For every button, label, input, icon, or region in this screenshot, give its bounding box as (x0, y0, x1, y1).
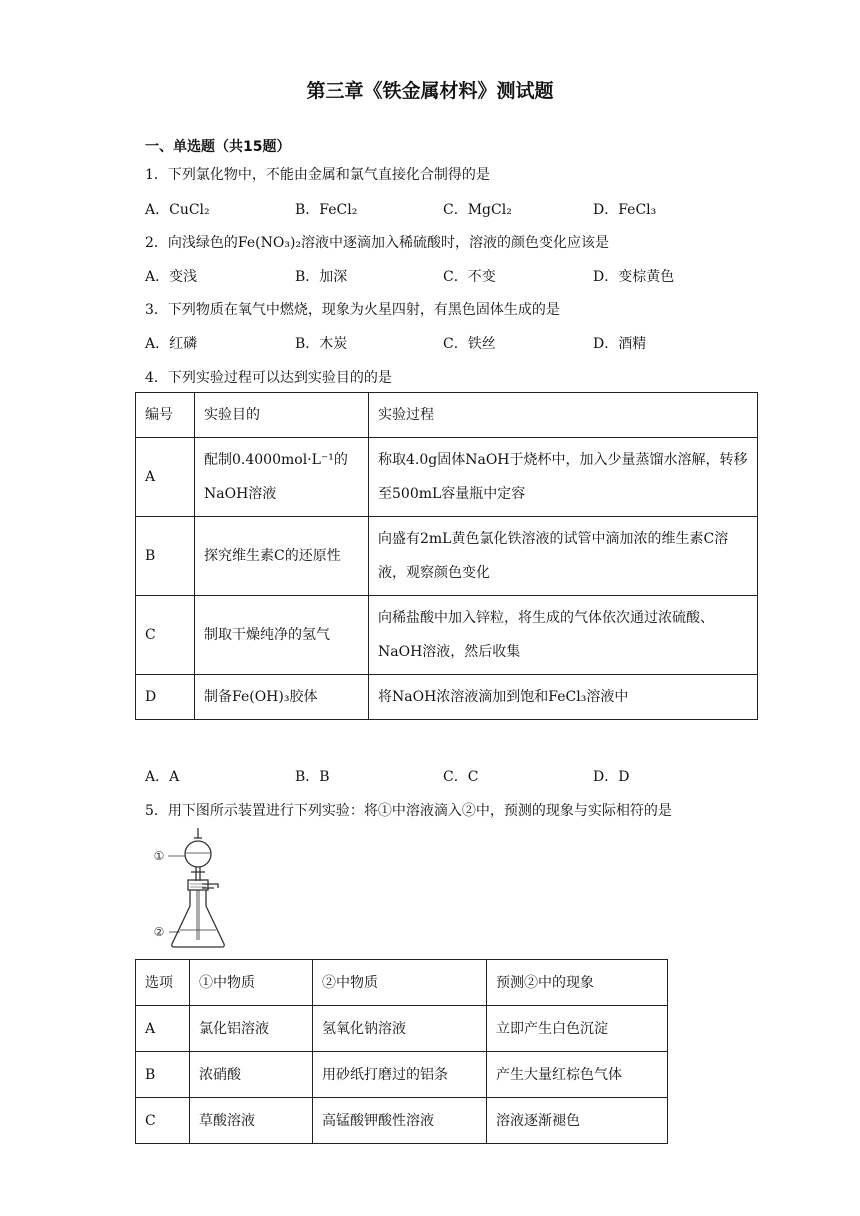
reaction-table (135, 959, 668, 1144)
option-d: D．酒精 (593, 336, 647, 352)
option-a: A．变浅 (145, 269, 198, 285)
option-b: B．FeCl₂ (295, 202, 358, 218)
question-3-options (145, 333, 745, 353)
question-4-stem: 4．下列实验过程可以达到实验目的的是 (145, 370, 392, 386)
table-cell: 探究维生素C的还原性 (195, 517, 369, 596)
table-cell: C (136, 1098, 190, 1144)
table-cell: 高锰酸钾酸性溶液 (313, 1098, 487, 1144)
table-header-cell: 选项 (136, 960, 190, 1006)
table-cell: 将NaOH浓溶液滴加到饱和FeCl₃溶液中 (369, 675, 758, 720)
table-cell: 向盛有2mL黄色氯化铁溶液的试管中滴加浓的维生素C溶液，观察颜色变化 (369, 517, 758, 596)
question-1-options (145, 199, 745, 219)
table-header-cell: 实验目的 (195, 393, 369, 438)
option-b: B．木炭 (295, 336, 348, 352)
table-cell: A (136, 438, 195, 517)
table-cell: 制取干燥纯净的氢气 (195, 596, 369, 675)
option-a: A．CuCl₂ (145, 202, 210, 218)
table-header-cell: 预测②中的现象 (487, 960, 668, 1006)
table-cell: 制备Fe(OH)₃胶体 (195, 675, 369, 720)
table-header-cell: 实验过程 (369, 393, 758, 438)
table-cell: C (136, 596, 195, 675)
question-4-options (145, 766, 745, 786)
option-d: D．D (593, 769, 630, 785)
table-row (136, 596, 758, 675)
table-header-cell: 编号 (136, 393, 195, 438)
table-header-row (136, 960, 668, 1006)
option-d: D．变棕黄色 (593, 269, 675, 285)
table-header-cell: ②中物质 (313, 960, 487, 1006)
question-2-stem: 2．向浅绿色的Fe(NO₃)₂溶液中逐滴加入稀硫酸时，溶液的颜色变化应该是 (145, 235, 610, 251)
table-cell: B (136, 517, 195, 596)
table-header-row (136, 393, 758, 438)
table-cell: B (136, 1052, 190, 1098)
question-2-options (145, 266, 745, 286)
option-c: C．不变 (443, 269, 496, 285)
option-d: D．FeCl₃ (593, 202, 657, 218)
table-row (136, 438, 758, 517)
table-cell: 氢氧化钠溶液 (313, 1006, 487, 1052)
table-cell: 向稀盐酸中加入锌粒，将生成的气体依次通过浓硫酸、NaOH溶液，然后收集 (369, 596, 758, 675)
table-header-cell: ①中物质 (190, 960, 313, 1006)
table-row (136, 1052, 668, 1098)
table-row (136, 1006, 668, 1052)
section-heading: 一、单选题（共15题） (145, 139, 291, 155)
table-cell: 溶液逐渐褪色 (487, 1098, 668, 1144)
table-row (136, 517, 758, 596)
table-row (136, 1098, 668, 1144)
question-3-stem: 3．下列物质在氧气中燃烧，现象为火星四射，有黑色固体生成的是 (145, 302, 560, 318)
question-1-stem: 1．下列氯化物中，不能由金属和氯气直接化合制得的是 (145, 167, 490, 183)
option-b: B．加深 (295, 269, 348, 285)
option-a: A．A (145, 769, 180, 785)
page-title: 第三章《铁金属材料》测试题 (306, 80, 554, 102)
option-c: C．C (443, 769, 479, 785)
option-a: A．红磷 (145, 336, 198, 352)
table-row (136, 675, 758, 720)
table-cell: 配制0.4000mol·L⁻¹的NaOH溶液 (195, 438, 369, 517)
experiment-table (135, 392, 758, 720)
table-cell: 用砂纸打磨过的铝条 (313, 1052, 487, 1098)
table-cell: D (136, 675, 195, 720)
table-cell: 产生大量红棕色气体 (487, 1052, 668, 1098)
table-cell: A (136, 1006, 190, 1052)
option-c: C．铁丝 (443, 336, 496, 352)
table-cell: 浓硝酸 (190, 1052, 313, 1098)
apparatus-label-1: ① (153, 849, 165, 863)
table-cell: 立即产生白色沉淀 (487, 1006, 668, 1052)
apparatus-diagram (150, 826, 240, 950)
option-b: B．B (295, 769, 330, 785)
table-cell: 称取4.0g固体NaOH于烧杯中，加入少量蒸馏水溶解，转移至500mL容量瓶中定容 (369, 438, 758, 517)
question-5-stem: 5．用下图所示装置进行下列实验：将①中溶液滴入②中，预测的现象与实际相符的是 (145, 803, 672, 819)
table-cell: 氯化铝溶液 (190, 1006, 313, 1052)
table-cell: 草酸溶液 (190, 1098, 313, 1144)
option-c: C．MgCl₂ (443, 202, 512, 218)
apparatus-label-2: ② (153, 925, 165, 939)
